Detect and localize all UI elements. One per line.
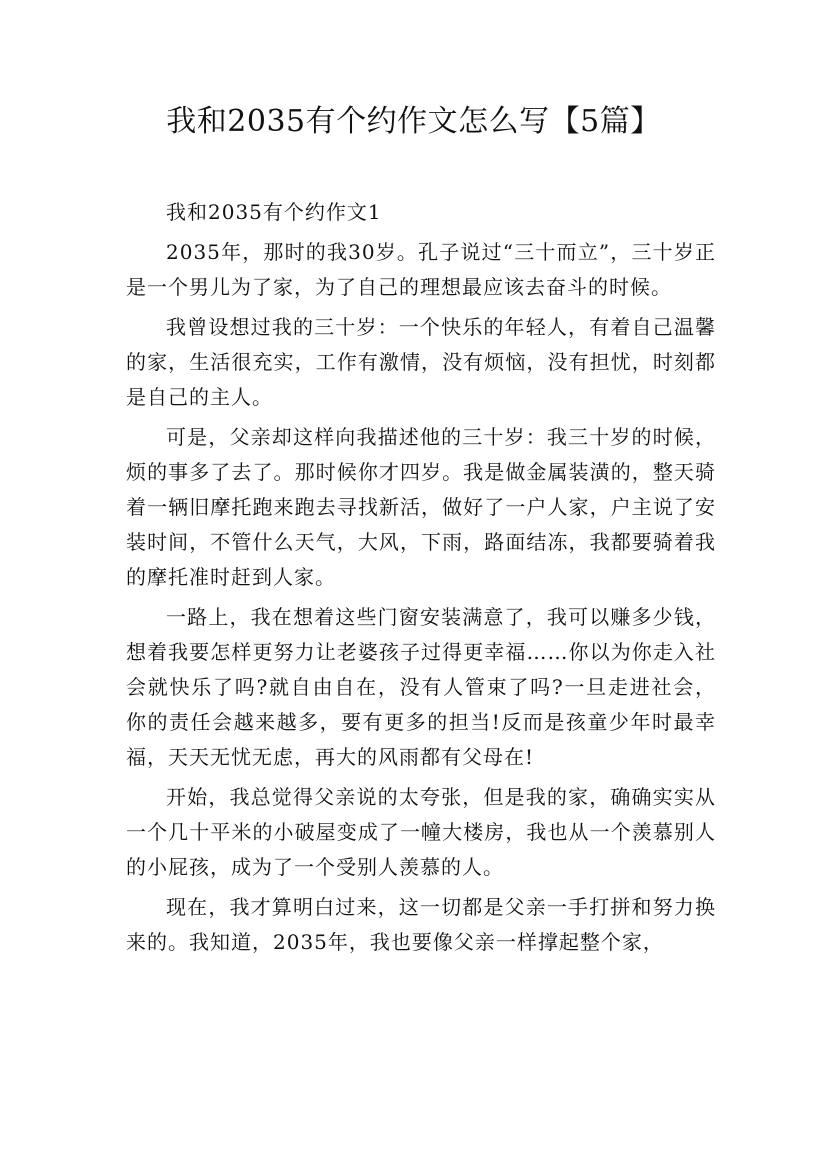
document-body [126, 195, 716, 960]
paragraph: 开始，我总觉得父亲说的太夸张，但是我的家，确确实实从一个几十平米的小破屋变成了一幢大楼房，我也从一个羡慕别人的小屁孩，成为了一个受别人羡慕的人。 [126, 785, 716, 879]
document-title: 我和2035有个约作文怎么写【5篇】 [166, 104, 661, 139]
essay-subtitle: 我和2035有个约作文1 [166, 200, 382, 224]
paragraph: 可是，父亲却这样向我描述他的三十岁：我三十岁的时候，烦的事多了去了。那时候你才四岁。我是做金属装潢的，整天骑着一辆旧摩托跑来跑去寻找新活，做好了一户人家，户主说了安装时间，不管什么天气，大风，下雨，路面结冻，我都要骑着我的摩托准时赶到人家。 [126, 425, 716, 589]
paragraph: 2035年，那时的我30岁。孔子说过“三十而立”，三十岁正是一个男儿为了家，为了自己的理想最应该去奋斗的时候。 [126, 240, 716, 299]
paragraph: 一路上，我在想着这些门窗安装满意了，我可以赚多少钱，想着我要怎样更努力让老婆孩子过得更幸福……你以为你走入社会就快乐了吗?就自由自在，没有人管束了吗?一旦走进社会，你的责任会越来越多，要有更多的担当!反而是孩童少年时最幸福，天天无忧无虑，再大的风雨都有父母在! [126, 605, 716, 769]
paragraph: 现在，我才算明白过来，这一切都是父亲一手打拼和努力换来的。我知道，2035年，我也要像父亲一样撑起整个家， [126, 895, 716, 954]
paragraph: 我曾设想过我的三十岁：一个快乐的年轻人，有着自己温馨的家，生活很充实，工作有激情，没有烦恼，没有担忧，时刻都是自己的主人。 [126, 315, 716, 409]
